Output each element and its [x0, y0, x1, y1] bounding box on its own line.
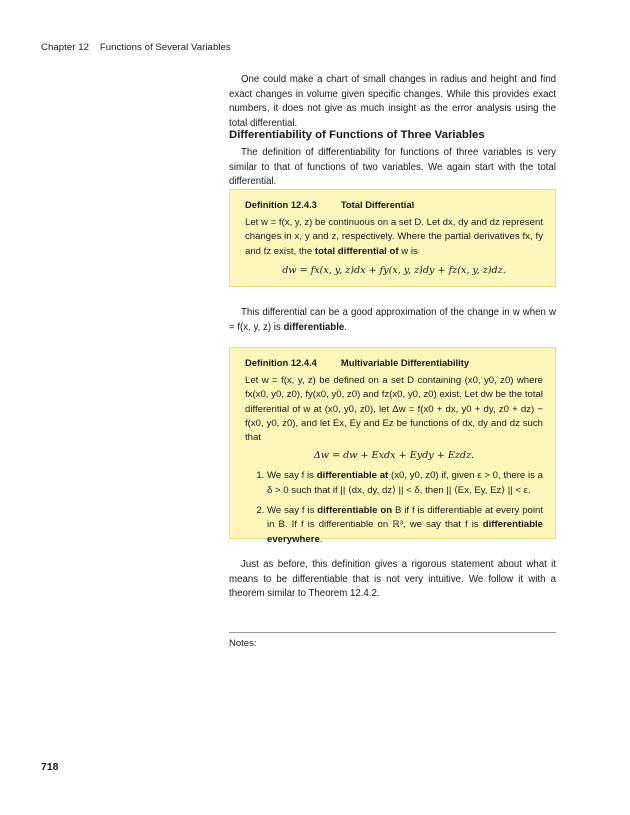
list-item: 2. We say f is differentiable on B if f is differentiable at every point in B. If f is differentiable on ℝ³, we say that f is differentiable everywhere. [267, 504, 543, 547]
definition-body: Let w = f(x, y, z) be defined on a set D containing (x0, y0, z0) where fx(x0, y0, z0), fy(x0, y0, z0) and fz(x0, y0, z0) exist. Let dw be the total differential of w at (x0, y0, z0), let Δw = f(x0 + dx, y0 + dy, z0 + dz) − f(x0, y0, z0), and let Ex, Ey and Ez be functions of dx, dy and dz such that [245, 375, 543, 444]
list-item-text: We say f is [267, 505, 315, 517]
list-item-term: differentiable on [317, 505, 393, 517]
definition-box-total-differential [229, 189, 556, 287]
delta-w-equation: Δw = dw + Exdx + Eydy + Ezdz. [313, 450, 475, 462]
chapter-label: Chapter 12 [41, 42, 89, 53]
closing-paragraph: Just as before, this definition gives a rigorous statement about what it means to be differentiable that is not very intuitive. We follow it with a theorem similar to Theorem 12.4.2. [229, 559, 556, 600]
total-differential-equation: dw = fx(x, y, z)dx + fy(x, y, z)dy + fz(x, y, z)dz. [282, 264, 506, 276]
definition-name: Total Differential [340, 199, 415, 210]
notes-divider [229, 632, 556, 633]
definition-heading [245, 199, 543, 210]
middle-paragraph: This differential can be a good approximation of the change in w when w = f(x, y, z) is differentiable. [229, 307, 556, 333]
list-item-text: We say f is [267, 470, 314, 482]
list-item-text: B if f is differentiable at every point in B. If f is differentiable on ℝ³, we say that f is [267, 505, 543, 531]
section-title: Differentiability of Functions of Three Variables [229, 129, 485, 141]
notes-label: Notes: [229, 638, 257, 649]
definition-number: Definition 12.4.3 [245, 199, 317, 210]
middle-text: This differential can be a good approximation of the change in w when w = f(x, y, z) is [229, 307, 556, 333]
definition-term: total differential of [314, 245, 399, 257]
list-item-term: differentiable everywhere [267, 519, 543, 545]
chapter-title: Functions of Several Variables [99, 42, 231, 53]
definition-text: Let w = f(x, y, z) be continuous on a set D. Let dx, dy and dz represent changes in x, y and z, respectively. Where the partial derivatives fx, fy and fz exist, the [245, 217, 543, 257]
running-header [41, 42, 231, 53]
definition-number: Definition 12.4.4 [245, 357, 317, 368]
middle-term: differentiable [283, 321, 345, 333]
definition-name: Multivariable Differentiability [340, 357, 470, 368]
definition-heading [245, 357, 543, 368]
list-item-term: differentiable at [316, 470, 389, 482]
section-paragraph: The definition of differentiability for functions of three variables is very similar to that of functions of two variables. We again start with the total differential. [229, 147, 556, 188]
page-number: 718 [41, 761, 59, 773]
list-item-text: (x0, y0, z0) if, given ε > 0, there is a δ > 0 such that if || ⟨dx, dy, dz⟩ || < δ, then || ⟨Ex, Ey, Ez⟩ || < ε. [267, 470, 543, 496]
definition-body [245, 216, 543, 259]
definition-list [245, 469, 543, 546]
definition-box-multivariable-differentiability [229, 347, 556, 545]
definition-text-tail: w is [401, 245, 418, 257]
list-item [267, 469, 543, 498]
intro-paragraph: One could make a chart of small changes in radius and height and find exact changes in volume given specific changes. While this provides exact numbers, it does not give as much insight as the error analysis using the total differential. [229, 74, 556, 129]
